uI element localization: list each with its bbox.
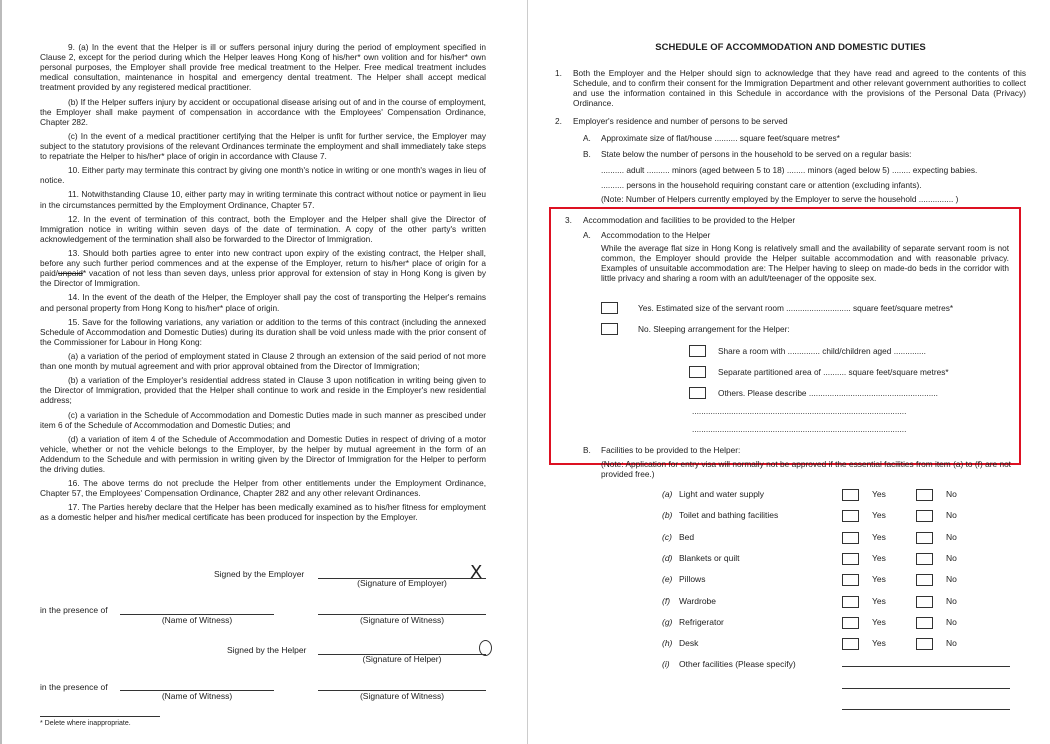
- item2-a-label: A.: [583, 133, 591, 143]
- facility-label: Wardrobe: [679, 596, 717, 606]
- other-facilities-label: Other facilities (Please specify): [679, 659, 796, 669]
- no-checkbox[interactable]: [601, 323, 618, 335]
- witness-name-caption-2: (Name of Witness): [161, 691, 233, 701]
- clause-c13: 13. Should both parties agree to enter into new contract upon expiry of the existing contract, the Helper shall, before any such further period commences and at the expense of the Employer, return to his/her* place of origin for a paid/unpaid* vacation of not less than seven days, unless prior approval for extension of stay in Hong Kong is given by the Director of Immigration.: [40, 247, 486, 289]
- item3-a-paragraph: While the average flat size in Hong Kong is relatively small and the availability of separate servant room is not common, the Employer should provide the Helper suitable accommodation and with reasonable privacy. Examples of unsuitable accommodation are: The Helper having to sleep on made-do beds in the corridor with little privacy and sharing a room with an adult/teenager of the opposite sex.: [601, 243, 1009, 284]
- share-room-checkbox[interactable]: [689, 345, 706, 357]
- other-facilities-key: (i): [662, 659, 670, 669]
- item2-b-text: State below the number of persons in the household to be served on a regular basis:: [601, 149, 912, 159]
- facility-no-label: No: [946, 596, 957, 606]
- in-presence-label-2: in the presence of: [40, 682, 108, 692]
- employer-signature-caption: (Signature of Employer): [357, 578, 447, 588]
- facility-yes-checkbox[interactable]: [842, 574, 859, 586]
- facility-no-label: No: [946, 574, 957, 584]
- facility-no-label: No: [946, 532, 957, 542]
- facility-yes-label: Yes: [872, 638, 886, 648]
- signed-by-helper-label: Signed by the Helper: [227, 645, 307, 655]
- facility-yes-checkbox[interactable]: [842, 638, 859, 650]
- page-divider: [527, 0, 528, 744]
- facility-label: Toilet and bathing facilities: [679, 510, 779, 520]
- no-sleeping-text: No. Sleeping arrangement for the Helper:: [638, 324, 790, 334]
- facility-no-label: No: [946, 638, 957, 648]
- item3-number: 3.: [565, 215, 572, 225]
- share-room-text[interactable]: Share a room with .............. child/children aged ..............: [718, 346, 926, 356]
- facility-no-checkbox[interactable]: [916, 510, 933, 522]
- partitioned-area-checkbox[interactable]: [689, 366, 706, 378]
- facility-no-checkbox[interactable]: [916, 553, 933, 565]
- describe-line-1[interactable]: .............................................................................................: [692, 406, 907, 416]
- other-facilities-line-1[interactable]: [842, 666, 1010, 667]
- other-facilities-line-3[interactable]: [842, 709, 1010, 710]
- facility-yes-label: Yes: [872, 489, 886, 499]
- describe-line-2[interactable]: .............................................................................................: [692, 424, 907, 434]
- witness-signature-caption-2: (Signature of Witness): [359, 691, 445, 701]
- clause-c14: 14. In the event of the death of the Helper, the Employer shall pay the cost of transporting the Helper's remains and personal property from Hong Kong to his/her* place of origin.: [40, 292, 486, 313]
- facility-label: Blankets or quilt: [679, 553, 740, 563]
- clause-c15d: (d) a variation of item 4 of the Schedule of Accommodation and Domestic Duties in respect of driving of a motor vehicle, whether or not the vehicle belongs to the Employer, by the helper by mutual agreement in the form of an Addendum to the Schedule and with permission in writing given by the Director of Immigration for the Helper to perform the driving duties.: [40, 433, 486, 475]
- item-text: Both the Employer and the Helper should sign to acknowledge that they have read and agreed to the contents of this Schedule, and to confirm their consent for the Immigration Department and other relevant government authorities to collect and use the information contained in this Schedule in accordance with the provisions of the Personal Data (Privacy) Ordinance.: [573, 67, 1026, 108]
- item2-b-line2[interactable]: .......... persons in the household requiring constant care or attention (excluding infants).: [601, 180, 922, 190]
- helper-signature-caption: (Signature of Helper): [362, 654, 442, 664]
- clause-c16: 16. The above terms do not preclude the Helper from other entitlements under the Employment Ordinance, Chapter 57, the Employees' Compensation Ordinance, Chapter 282 and any other relevant Ordinances.: [40, 478, 486, 499]
- clause-c15c: (c) a variation in the Schedule of Accommodation and Domestic Duties made in such manner as prescibed under item 6 of the Schedule of Accommodation and Domestic Duties; and: [40, 409, 486, 430]
- facility-yes-checkbox[interactable]: [842, 596, 859, 608]
- footnote: * Delete where inappropriate.: [40, 720, 131, 727]
- facility-yes-checkbox[interactable]: [842, 510, 859, 522]
- others-checkbox[interactable]: [689, 387, 706, 399]
- item2-b-label: B.: [583, 149, 591, 159]
- facility-no-label: No: [946, 489, 957, 499]
- facility-key: (d): [662, 553, 673, 563]
- in-presence-label-1: in the presence of: [40, 605, 108, 615]
- item-number: 2.: [555, 116, 562, 127]
- yes-servant-room-text[interactable]: Yes. Estimated size of the servant room ............................ square feet/square metres*: [638, 303, 954, 313]
- facility-yes-label: Yes: [872, 617, 886, 627]
- facility-no-checkbox[interactable]: [916, 574, 933, 586]
- item3-b-note: (Note: Application for entry visa will normally not be approved if the essential facilities from item (a) to (f) are not provided free.): [601, 459, 1011, 480]
- facility-yes-label: Yes: [872, 510, 886, 520]
- facility-key: (c): [662, 532, 672, 542]
- footnote-rule: [40, 716, 160, 717]
- clause-c15b: (b) a variation of the Employer's residential address stated in Clause 3 upon notification in writing being given to the Director of Immigration, provided that the Helper shall continue to work and reside in the Employer's new residential address;: [40, 375, 486, 406]
- witness-signature-caption-1: (Signature of Witness): [359, 615, 445, 625]
- item2-b-line1[interactable]: .......... adult .......... minors (aged between 5 to 18) ........ minors (aged below 5) ........ expecting babies.: [601, 165, 978, 175]
- facility-yes-label: Yes: [872, 532, 886, 542]
- facility-no-checkbox[interactable]: [916, 489, 933, 501]
- left-page: [0, 0, 520, 744]
- item3-b-text: Facilities to be provided to the Helper:: [601, 445, 741, 455]
- facility-yes-label: Yes: [872, 574, 886, 584]
- clause-c9a: 9. (a) In the event that the Helper is ill or suffers personal injury during the period of employment specified in Clause 2, except for the period during which the Helper leaves Hong Kong of his/her* own volition and for his/her* own personal purposes, the Employer shall provide free medical treatment to the Helper. Free medical treatment includes medical consultation, maintenance in hospital and emergency dental treatment. The Helper shall accept medical treatment provided by any registered medical practitioner.: [40, 42, 486, 93]
- witness-name-caption-1: (Name of Witness): [161, 615, 233, 625]
- contract-clauses: [40, 42, 486, 523]
- schedule-item-1: [555, 68, 1026, 108]
- clause-c12: 12. In the event of termination of this contract, both the Employer and the Helper shall give the Director of Immigration notice in writing within seven days of the date of termination. A copy of the other party's written acknowledgement of the termination shall also be forwarded to the Director of Immigration.: [40, 213, 486, 244]
- facility-key: (f): [662, 596, 671, 606]
- facility-yes-checkbox[interactable]: [842, 553, 859, 565]
- x-mark: X: [470, 562, 483, 583]
- schedule-title: SCHEDULE OF ACCOMMODATION AND DOMESTIC DUTIES: [655, 42, 926, 53]
- facility-label: Desk: [679, 638, 699, 648]
- item2-a-text[interactable]: Approximate size of flat/house .......... square feet/square metres*: [601, 133, 840, 143]
- yes-checkbox[interactable]: [601, 302, 618, 314]
- facility-yes-checkbox[interactable]: [842, 617, 859, 629]
- facility-no-checkbox[interactable]: [916, 532, 933, 544]
- facility-label: Bed: [679, 532, 695, 542]
- facility-yes-label: Yes: [872, 553, 886, 563]
- clause-c17: 17. The Parties hereby declare that the Helper has been medically examined as to his/her fitness for employment as a domestic helper and his/her medical certificate has been produced for inspection by the Employer.: [40, 502, 486, 523]
- item3-a-label: A.: [583, 230, 591, 240]
- clause-c15a: (a) a variation of the period of employment stated in Clause 2 through an extension of the said period of not more than one month by mutual agreement and with prior approval obtained from the Director of Immigration;: [40, 350, 486, 372]
- schedule-item-2: [555, 116, 1026, 126]
- clause-c9b: (b) If the Helper suffers injury by accident or occupational disease arising out of and in the course of employment, the Employer shall make payment of compensation in accordance with the Employees' Compensation Ordinance, Chapter 282.: [40, 96, 486, 127]
- facility-yes-checkbox[interactable]: [842, 489, 859, 501]
- clause-c9c: (c) In the event of a medical practitioner certifying that the Helper is unfit for further service, the Employer may subject to the statutory provisions of the relevant Ordinances terminate the employment and shall immediately take steps to repatriate the Helper to his/her* place of origin in accordance with Clause 7.: [40, 130, 486, 162]
- facility-no-label: No: [946, 617, 957, 627]
- facility-no-label: No: [946, 553, 957, 563]
- facility-yes-checkbox[interactable]: [842, 532, 859, 544]
- facility-no-checkbox[interactable]: [916, 638, 933, 650]
- hand-drawn-circle-mark: [479, 640, 492, 656]
- facility-label: Refrigerator: [679, 617, 724, 627]
- clause-c10: 10. Either party may terminate this contract by giving one month's notice in writing or one month's wages in lieu of notice.: [40, 165, 486, 186]
- item3-a-text: Accommodation to the Helper: [601, 230, 711, 240]
- facility-key: (h): [662, 638, 673, 648]
- facility-key: (g): [662, 617, 673, 627]
- facility-key: (e): [662, 574, 673, 584]
- facility-key: (b): [662, 510, 673, 520]
- clause-c11: 11. Notwithstanding Clause 10, either party may in writing terminate this contract without notice or payment in lieu in the circumstances permitted by the Employment Ordinance, Chapter 57.: [40, 189, 486, 210]
- facility-key: (a): [662, 489, 673, 499]
- item2-b-note[interactable]: (Note: Number of Helpers currently employed by the Employer to serve the household ............... ): [601, 194, 959, 204]
- signed-by-employer-label: Signed by the Employer: [214, 569, 305, 579]
- others-text[interactable]: Others. Please describe ........................................................: [718, 388, 938, 398]
- facility-label: Light and water supply: [679, 489, 765, 499]
- facility-yes-label: Yes: [872, 596, 886, 606]
- clause-c15: 15. Save for the following variations, any variation or addition to the terms of this contract (including the annexed Schedule of Accommodation and Domestic Duties) during its duration shall be void unless made with the prior consent of the Commissioner for Labour in Hong Kong:: [40, 316, 486, 347]
- facility-no-label: No: [946, 510, 957, 520]
- item3-b-label: B.: [583, 445, 591, 455]
- item3-text: Accommodation and facilities to be provided to the Helper: [583, 215, 796, 225]
- facility-no-checkbox[interactable]: [916, 617, 933, 629]
- item-number: 1.: [555, 67, 562, 78]
- partitioned-area-text[interactable]: Separate partitioned area of .......... square feet/square metres*: [718, 367, 949, 377]
- facility-label: Pillows: [679, 574, 706, 584]
- facility-no-checkbox[interactable]: [916, 596, 933, 608]
- item-text: Employer's residence and number of persons to be served: [573, 116, 788, 127]
- other-facilities-line-2[interactable]: [842, 688, 1010, 689]
